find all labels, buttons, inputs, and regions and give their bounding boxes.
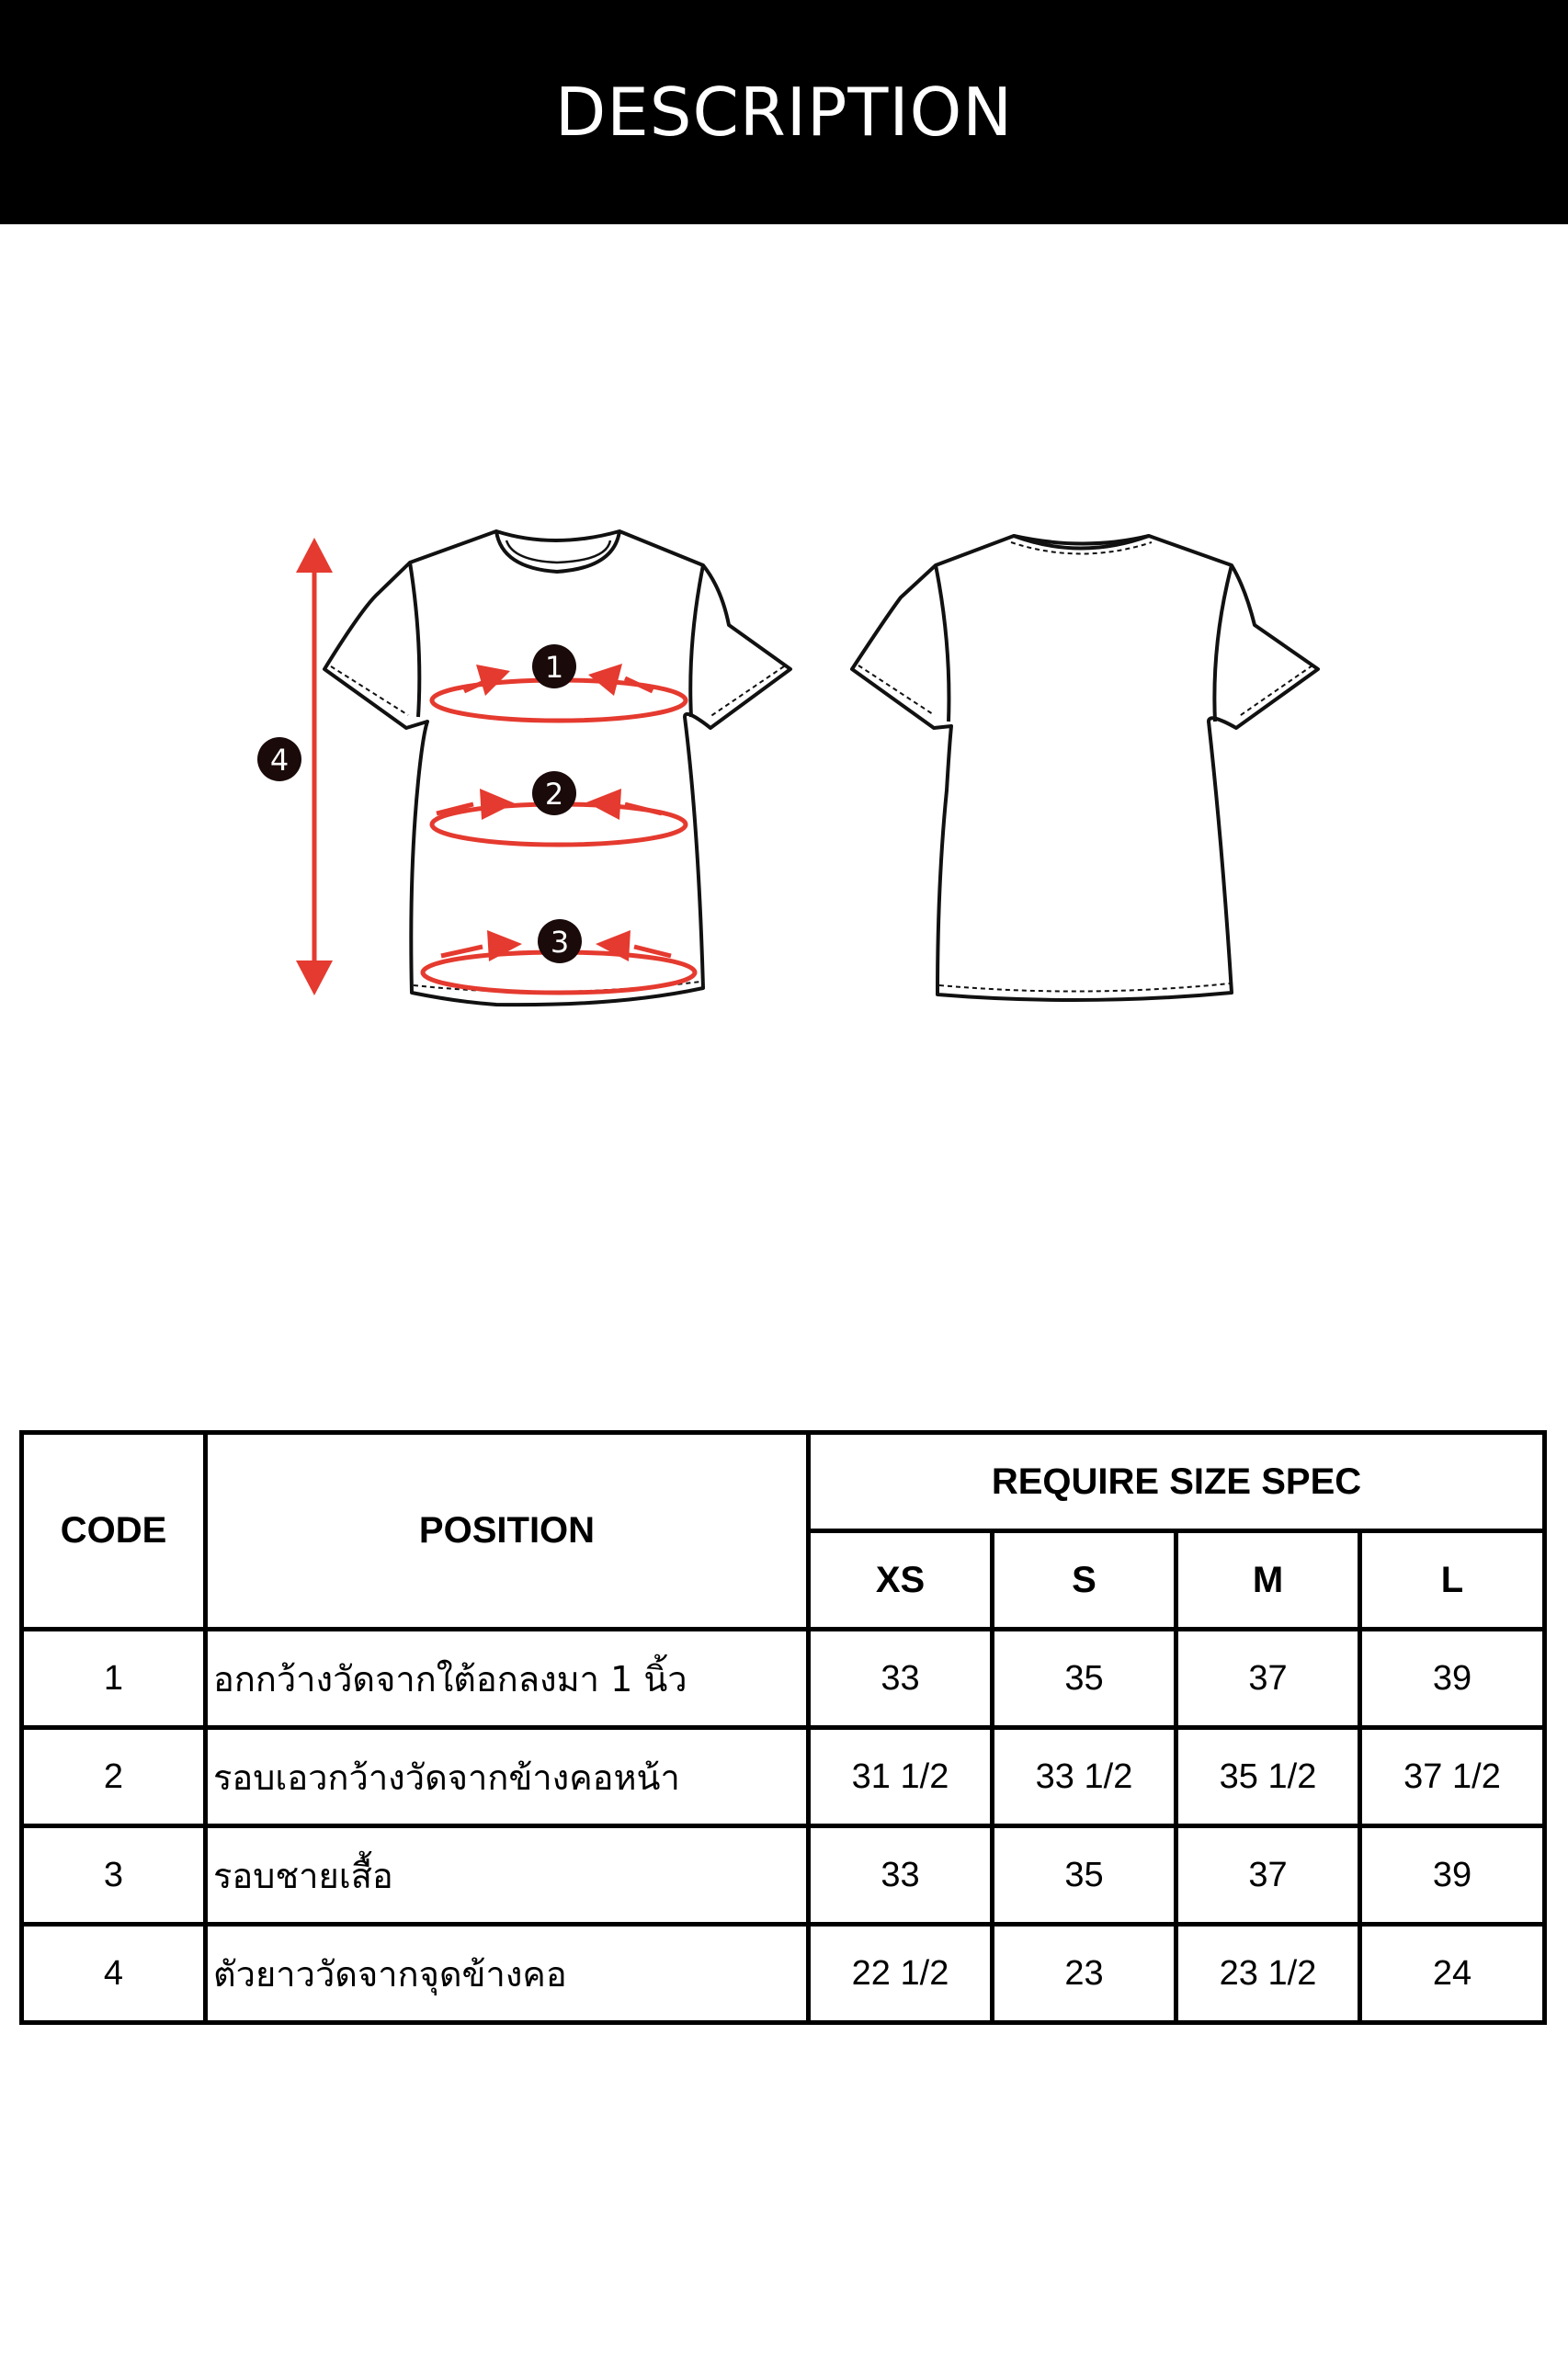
table-row [22, 1925, 1545, 2023]
row-value-xs: 33 [809, 1826, 993, 1925]
marker-3: 3 [550, 925, 570, 960]
row-value-s: 33 1/2 [993, 1728, 1176, 1826]
marker-4: 4 [269, 743, 290, 778]
row-value-m: 35 1/2 [1176, 1728, 1360, 1826]
row-position: รอบเอวกว้างวัดจากข้างคอหน้า [206, 1728, 809, 1826]
row-value-l: 24 [1360, 1925, 1545, 2023]
row-position: ตัวยาววัดจากจุดข้างคอ [206, 1925, 809, 2023]
table-header-row [22, 1433, 1545, 1531]
row-value-l: 37 1/2 [1360, 1728, 1545, 1826]
table-row [22, 1630, 1545, 1728]
marker-3-badge [538, 919, 582, 963]
header-position: POSITION [206, 1433, 809, 1630]
table-row [22, 1826, 1545, 1925]
size-spec-table [19, 1430, 1547, 2025]
row-value-l: 39 [1360, 1826, 1545, 1925]
row-value-s: 35 [993, 1826, 1176, 1925]
row-value-xs: 33 [809, 1630, 993, 1728]
back-tshirt [852, 536, 1318, 1000]
row-code: 1 [22, 1630, 206, 1728]
row-value-s: 35 [993, 1630, 1176, 1728]
row-value-m: 37 [1176, 1630, 1360, 1728]
header-size-l: L [1360, 1531, 1545, 1630]
marker-2-badge [532, 771, 576, 815]
row-value-l: 39 [1360, 1630, 1545, 1728]
row-position: อกกว้างวัดจากใต้อกลงมา 1 นิ้ว [206, 1630, 809, 1728]
row-code: 2 [22, 1728, 206, 1826]
header-size-xs: XS [809, 1531, 993, 1630]
marker-2: 2 [544, 777, 564, 812]
row-value-m: 23 1/2 [1176, 1925, 1360, 2023]
row-value-xs: 31 1/2 [809, 1728, 993, 1826]
tshirt-diagram [0, 515, 1568, 1029]
header-code: CODE [22, 1433, 206, 1630]
row-code: 3 [22, 1826, 206, 1925]
row-value-m: 37 [1176, 1826, 1360, 1925]
page-title: DESCRIPTION [554, 74, 1014, 151]
row-code: 4 [22, 1925, 206, 2023]
header-spec: REQUIRE SIZE SPEC [809, 1433, 1545, 1531]
marker-1: 1 [544, 650, 564, 685]
table-row [22, 1728, 1545, 1826]
length-arrow [296, 538, 333, 995]
marker-1-badge [532, 644, 576, 688]
header-bar [0, 0, 1568, 224]
header-size-m: M [1176, 1531, 1360, 1630]
header-size-s: S [993, 1531, 1176, 1630]
row-value-xs: 22 1/2 [809, 1925, 993, 2023]
row-value-s: 23 [993, 1925, 1176, 2023]
marker-4-badge [257, 737, 301, 781]
row-position: รอบชายเสื้อ [206, 1826, 809, 1925]
